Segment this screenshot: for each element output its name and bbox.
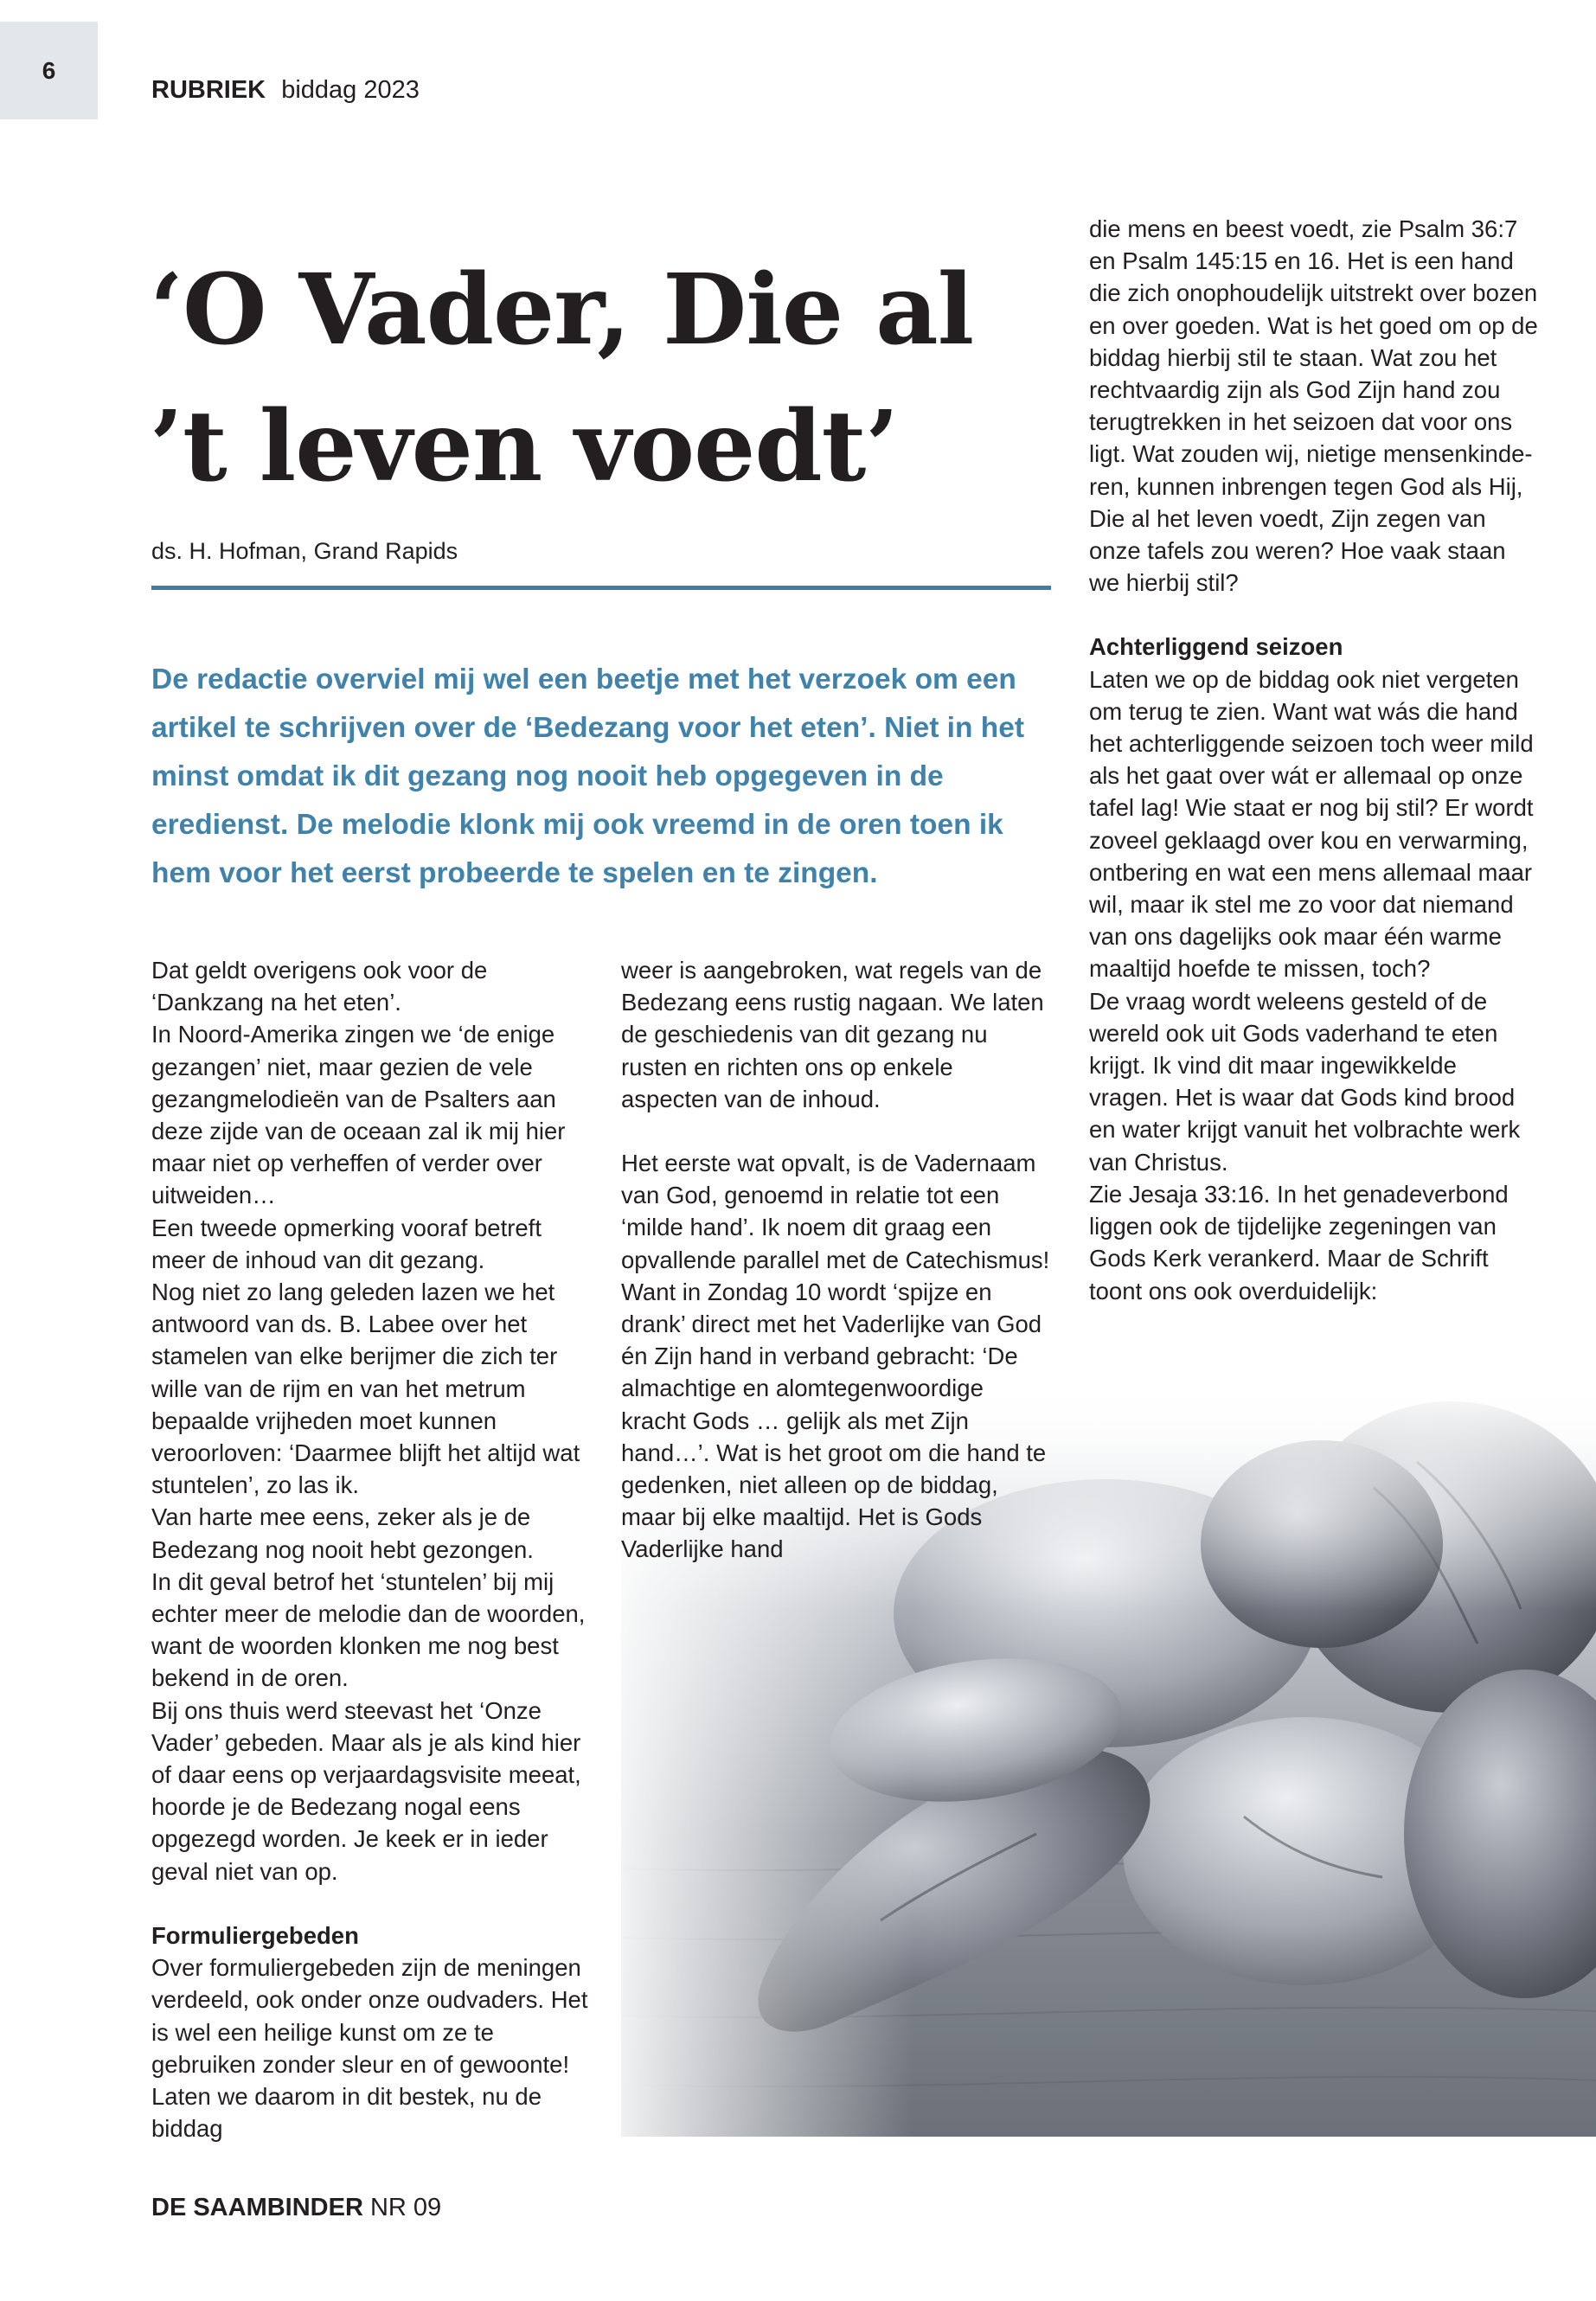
paragraph: Het eerste wat opvalt, is de Vadernaam van God, genoemd in relatie tot een ‘milde hand’. Ik noem dit graag een opvallende parallel met de Catechismus! Want in Zondag 10 wordt ‘spijze en drank’ direct met het Vaderlijke van God én Zijn hand in verband gebracht: ‘De almachtige en alomtegenwoordige kracht Gods … gelijk als met Zijn hand…’. Wat is het groot om die hand te gedenken, niet alleen op de biddag, maar bij elke maaltijd. Het is Gods Vaderlijke hand: [621, 1150, 1050, 1563]
paragraph: Nog niet zo lang geleden lazen we het antwoord van ds. B. Labee over het stamelen van elke berijmer die zich ter wille van de rijm en van het metrum bepaalde vrijheden moet kunnen veroorloven: ‘Daarmee blijft het altijd wat stuntelen’, zo las ik.: [151, 1279, 580, 1499]
title-line-2: ’t leven voedt’: [150, 390, 899, 503]
paragraph: De vraag wordt weleens gesteld of de wereld ook uit Gods vaderhand te eten krijgt. Ik vind dit maar ingewikkelde vragen. Het is waar dat Gods kind brood en water krijgt vanuit het volbrachte werk van Christus.: [1089, 987, 1521, 1176]
paragraph: Bij ons thuis werd steevast het ‘Onze Vader’ gebeden. Maar als je als kind hier of daar eens op verjaardagsvisite meeat, hoorde je de Bedezang nogal eens opgezegd worden. Je keek er in ieder geval niet van op.: [151, 1696, 581, 1885]
text-column-1: [151, 954, 601, 2144]
paragraph: die mens en beest voedt, zie Psalm 36:7 en Psalm 145:15 en 16. Het is een hand die zich onophoudelijk uitstrekt over bozen en over goeden. Wat is het goed om op de biddag hierbij stil te staan. Wat zou het rechtvaardig zijn als God Zijn hand zou terugtrekken in het seizoen dat voor ons ligt. Wat zouden wij, nietige mensenkinderen, kunnen inbrengen tegen God als Hij, Die al het leven voedt, Zijn zegen van onze tafels zou weren? Hoe vaak staan we hierbij stil?: [1089, 215, 1538, 597]
issue-number: NR 09: [369, 2194, 442, 2221]
paragraph: weer is aangebroken, wat regels van de Bedezang eens rustig nagaan. We laten de geschiedenis van dit gezang nu rusten en richten ons op enkele aspecten van de inhoud.: [621, 957, 1044, 1112]
title-divider: [151, 586, 1051, 590]
paragraph: Een tweede opmerking vooraf betreft meer de inhoud van dit gezang.: [151, 1214, 542, 1273]
page-footer: [151, 2194, 441, 2222]
paragraph: Dat geldt overigens ook voor de ‘Dankzang na het eten’.: [151, 957, 488, 1016]
section-label: RUBRIEK: [151, 76, 266, 104]
section-topic: biddag 2023: [281, 76, 420, 104]
paragraph: In Noord-Amerika zingen we ‘de enige gezangen’ niet, maar gezien de vele gezangmelodieën van de Psalters aan deze zijde van de oceaan zal ik mij hier maar niet op verheffen of verder over uitweiden…: [151, 1021, 566, 1209]
text-column-2: [621, 954, 1054, 1566]
paragraph: Zie Jesaja 33:16. In het genadeverbond liggen ook de tijdelijke zegeningen van Gods Kerk verankerd. Maar de Schrift toont ons ook overduidelijk:: [1089, 1180, 1509, 1304]
paragraph: Van harte mee eens, zeker als je de Bedezang nog nooit hebt gezongen.: [151, 1503, 534, 1563]
article-intro: De redactie overviel mij wel een beetje met het verzoek om een artikel te schrijven over de ‘Bedezang voor het eten’. Niet in het minst omdat ik dit gezang nog nooit heb opgegeven in de eredienst. De melodie klonk mij ook vreemd in de oren toen ik hem voor het eerst probeerde te spelen en te zingen.: [151, 663, 1025, 889]
subheading-formuliergebeden: Formuliergebeden: [151, 1921, 359, 1949]
paragraph: Over formuliergebeden zijn de meningen verdeeld, ook onder onze oudvaders. Het is wel een heilige kunst om ze te gebruiken zonder sleur en of gewoonte! Laten we daarom in dit bestek, nu de biddag: [151, 1954, 588, 2143]
title-line-1: ‘O Vader, Die al: [150, 253, 974, 367]
running-header: [151, 76, 420, 105]
text-column-3: [1089, 213, 1539, 1307]
subheading-achterliggend-seizoen: Achterliggend seizoen: [1089, 633, 1343, 661]
page-number: 6: [0, 22, 98, 119]
magazine-name: DE SAAMBINDER: [151, 2194, 363, 2221]
article-title: [150, 242, 1058, 516]
paragraph: Laten we op de biddag ook niet vergeten om terug te zien. Want wat wás die hand het achterliggende seizoen toch weer mild als het gaat over wát er allemaal op onze tafel lag! Wie staat er nog bij stil? Er wordt zoveel geklaagd over kou en verwarming, ontbering en wat een mens allemaal maar wil, maar ik stel me zo voor dat niemand van ons dagelijks ook maar één warme maaltijd hoefde te missen, toch?: [1089, 665, 1534, 983]
paragraph: In dit geval betrof het ‘stuntelen’ bij mij echter meer de melodie dan de woorden, want de woorden klonken me nog best bekend in de oren.: [151, 1567, 586, 1692]
author-byline: ds. H. Hofman, Grand Rapids: [151, 538, 458, 564]
